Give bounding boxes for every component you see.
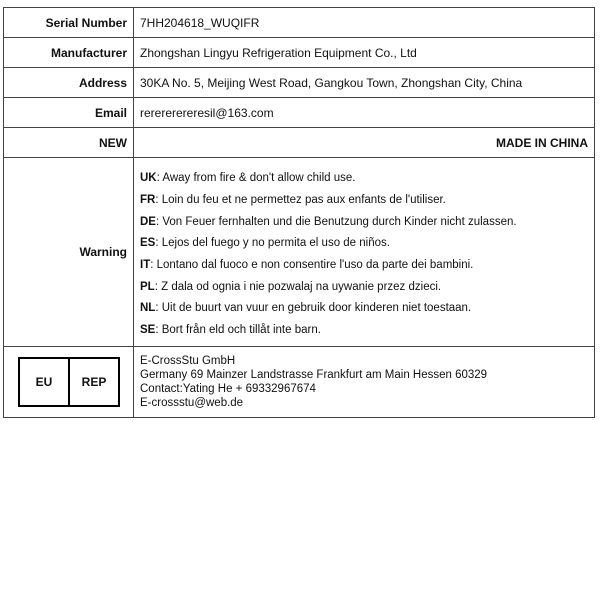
warning-lang: NL <box>140 302 156 315</box>
warning-text: : Bort från eld och tillåt inte barn. <box>155 324 321 337</box>
warning-key: Warning <box>4 158 134 347</box>
rep-box: REP <box>81 375 107 389</box>
warning-line-nl <box>140 298 588 320</box>
manufacturer-value: Zhongshan Lingyu Refrigeration Equipment Co., Ltd <box>134 38 595 68</box>
serial-number-row <box>4 8 595 38</box>
warning-lang: UK <box>140 172 157 185</box>
eu-rep-company: E-CrossStu GmbH <box>140 355 236 367</box>
warning-text: : Lejos del fuego y no permita el uso de niños. <box>155 237 390 250</box>
eu-rep-contact: Contact:Yating He + 69332967674 <box>140 383 316 395</box>
warning-text: : Von Feuer fernhalten und die Benutzung durch Kinder nicht zulassen. <box>155 215 517 228</box>
warning-row <box>4 158 595 347</box>
manufacturer-row <box>4 38 595 68</box>
eu-box: EU <box>20 359 70 405</box>
manufacturer-key: Manufacturer <box>4 38 134 68</box>
address-row <box>4 68 595 98</box>
warning-text-cell <box>134 158 595 347</box>
email-row <box>4 98 595 128</box>
email-value: rerererereresil@163.com <box>134 98 595 128</box>
warning-text: : Loin du feu et ne permettez pas aux enfants de l'utiliser. <box>155 193 446 206</box>
email-key: Email <box>4 98 134 128</box>
warning-line-pl <box>140 277 588 299</box>
new-row <box>4 128 595 158</box>
warning-lines <box>140 162 588 342</box>
made-in-china-value: MADE IN CHINA <box>134 128 595 158</box>
warning-lang: DE <box>140 215 156 228</box>
serial-number-value: 7HH204618_WUQIFR <box>134 8 595 38</box>
warning-lang: ES <box>140 237 156 250</box>
eu-rep-row <box>4 347 595 418</box>
warning-line-es <box>140 233 588 255</box>
warning-lang: FR <box>140 193 156 206</box>
warning-line-it <box>140 255 588 277</box>
warning-lang: PL <box>140 280 155 293</box>
warning-lang: IT <box>140 259 151 271</box>
eu-rep-details-cell <box>134 347 595 418</box>
eu-rep-email: E-crossstu@web.de <box>140 397 244 409</box>
warning-text: : Lontano dal fuoco e non consentire l'uso da parte dei bambini. <box>150 259 474 271</box>
eu-rep-address: Germany 69 Mainzer Landstrasse Frankfurt am Main Hessen 60329 <box>140 369 488 381</box>
eu-rep-symbol <box>18 357 120 407</box>
warning-line-fr <box>140 190 588 212</box>
warning-line-se <box>140 320 588 342</box>
warning-text: : Away from fire & don't allow child use. <box>156 172 356 185</box>
address-key: Address <box>4 68 134 98</box>
warning-lang: SE <box>140 324 156 337</box>
product-label-table <box>3 7 595 418</box>
warning-line-de <box>140 212 588 234</box>
serial-number-key: Serial Number <box>4 8 134 38</box>
warning-line-uk <box>140 168 588 190</box>
warning-text: : Z dala od ognia i nie pozwalaj na uywanie przez dzieci. <box>154 280 442 293</box>
warning-text: : Uit de buurt van vuur en gebruik door kinderen niet toestaan. <box>155 302 472 315</box>
eu-rep-symbol-cell <box>4 347 134 418</box>
address-value: 30KA No. 5, Meijing West Road, Gangkou Town, Zhongshan City, China <box>134 68 595 98</box>
new-key: NEW <box>4 128 134 158</box>
